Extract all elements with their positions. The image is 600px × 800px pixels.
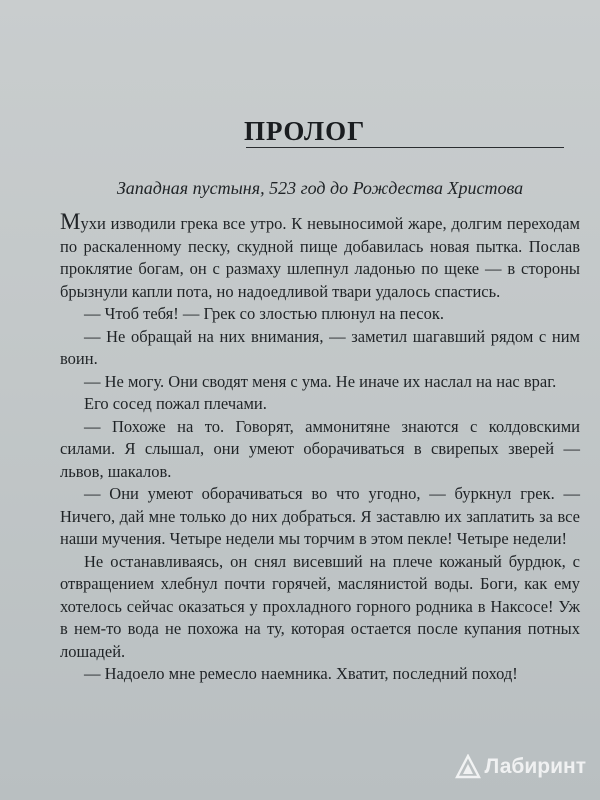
paragraph-9: — Надоело мне ремесло наемника. Хватит, последний поход! <box>84 664 518 683</box>
paragraph-8: Не останавливаясь, он снял висевший на плече кожаный бурдюк, с отвращением хлебнул почти горячей, маслянистой воды. Боги, как ему хотелось сейчас оказаться у прохладного горного родника в Наксосе! Уж в нем-то вода не похожа на ту, которая остается после купания потных лошадей. <box>60 551 580 661</box>
paragraph-4: — Не могу. Они сводят меня с ума. Не иначе их наслал на нас враг. <box>84 371 557 391</box>
paragraph-2: — Чтоб тебя! — Грек со злостью плюнул на песок. <box>84 304 444 323</box>
title-underline <box>246 147 564 148</box>
drop-cap: М <box>60 209 81 234</box>
chapter-subtitle: Западная пустыня, 523 год до Рождества Христова <box>116 178 524 198</box>
paragraph-1 <box>60 209 580 303</box>
paragraph-1-text: ухи изводили грека все утро. К невыносимой жаре, долгим переходам по раскаленному песку, скудной пище добавилась новая пытка. Послав проклятие богам, он с размаху шлепнул ладонью по щеке — в стороны брызнули капли пота, но надоедливой твари удалось спастись. <box>60 214 580 301</box>
paragraph-3: — Не обращай на них внимания, — заметил шагавший рядом с ним воин. <box>60 326 580 368</box>
bleed-through-text <box>359 0 600 112</box>
labirint-logo-icon <box>455 754 481 780</box>
watermark-text: Лабиринт <box>484 755 586 778</box>
paragraph-7: — Они умеют оборачиваться во что угодно, — буркнул грек. — Ничего, дай мне только до них добраться. Я заставлю их заплатить за все наши мучения. Четыре недели мы торчим в этом пекле! Четыре недели! <box>60 484 580 548</box>
labirint-watermark <box>455 754 586 780</box>
body-text <box>60 209 580 686</box>
paragraph-6: — Похоже на то. Говорят, аммонитяне знаются с колдовскими силами. Я слышал, они умеют оборачиваться в свирепых зверей — львов, шакалов. <box>60 416 580 481</box>
chapter-title: ПРОЛОГ <box>244 116 366 146</box>
paragraph-5: Его сосед пожал плечами. <box>84 394 267 413</box>
